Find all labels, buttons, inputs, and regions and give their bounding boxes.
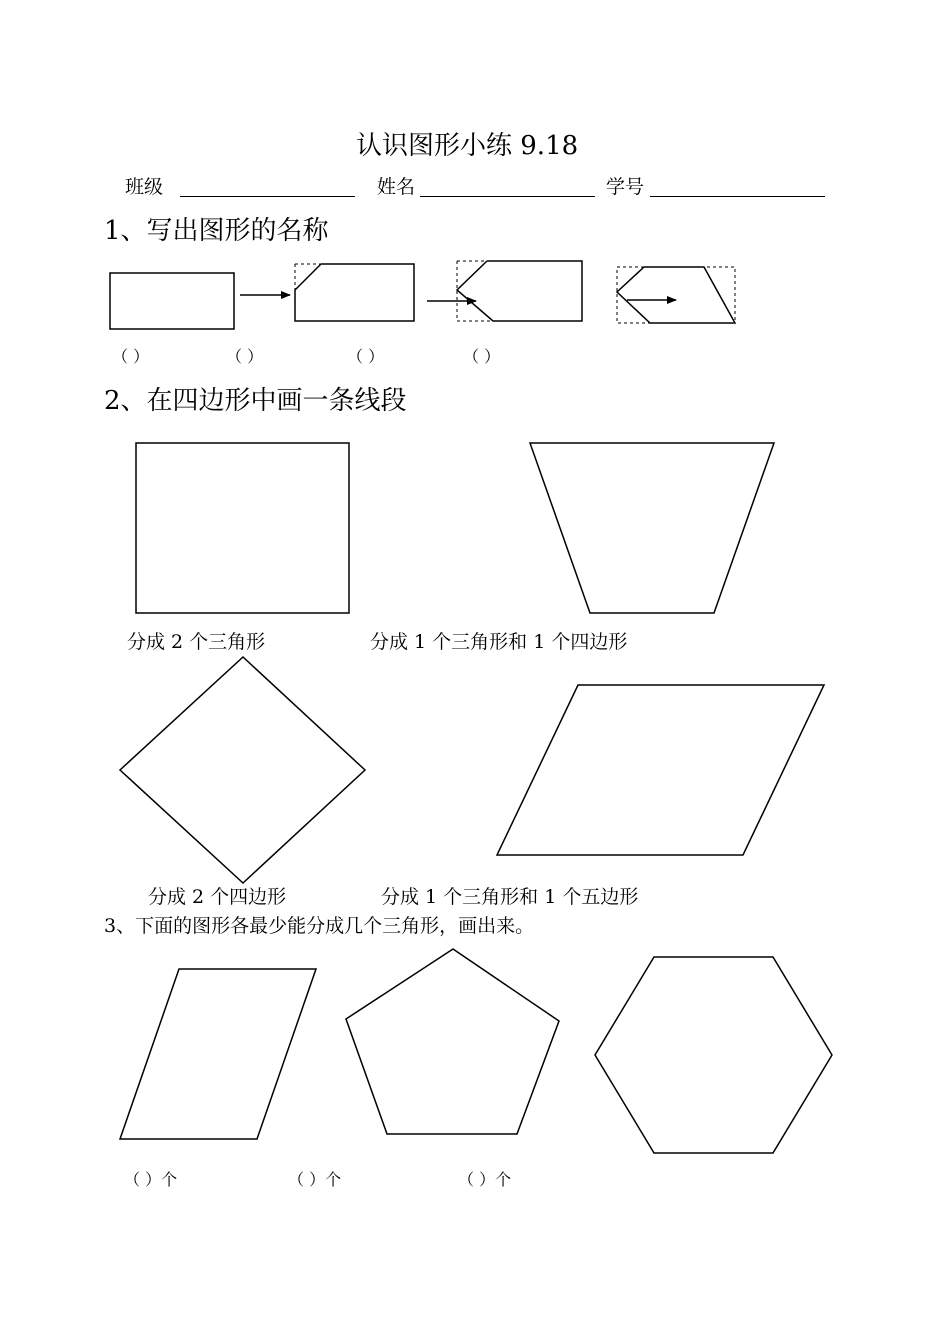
q1-answer-2[interactable]: （ ）	[226, 347, 264, 366]
q1-cut-corner-shape	[295, 264, 414, 321]
q2-square	[136, 443, 349, 613]
q2-caption-trapezoid: 分成 1 个三角形和 1 个四边形	[370, 631, 628, 653]
q2-rhombus	[120, 657, 365, 883]
q2-caption-parallelogram: 分成 1 个三角形和 1 个五边形	[381, 886, 639, 908]
q1-heading: 1、写出图形的名称	[104, 216, 329, 246]
q2-parallelogram	[497, 685, 824, 855]
q1-rectangle	[110, 273, 234, 329]
q1-hexagon-shape	[617, 267, 735, 323]
q2-heading: 2、在四边形中画一条线段	[104, 386, 407, 416]
q1-answer-4[interactable]: （ ）	[463, 347, 501, 366]
q3-pentagon	[346, 949, 559, 1134]
q1-answer-1[interactable]: （ ）	[112, 347, 150, 366]
q3-answer-parallelogram[interactable]: （ ）个	[124, 1170, 178, 1189]
q3-answer-pentagon[interactable]: （ ）个	[288, 1170, 342, 1189]
class-label: 班级	[125, 176, 164, 198]
q3-parallelogram	[120, 969, 316, 1139]
q2-trapezoid	[530, 443, 774, 613]
q1-two-corners-cut-shape	[457, 261, 582, 321]
q2-caption-square: 分成 2 个三角形	[127, 631, 266, 653]
q1-answer-3[interactable]: （ ）	[347, 347, 385, 366]
q3-heading: 3、下面的图形各最少能分成几个三角形，画出来。	[104, 915, 535, 937]
page-title: 认识图形小练 9.18	[356, 131, 579, 161]
q2-caption-rhombus: 分成 2 个四边形	[148, 886, 287, 908]
q3-hexagon	[595, 957, 832, 1153]
name-label: 姓名	[377, 176, 416, 198]
q3-answer-hexagon[interactable]: （ ）个	[458, 1170, 512, 1189]
student-id-label: 学号	[606, 176, 645, 198]
